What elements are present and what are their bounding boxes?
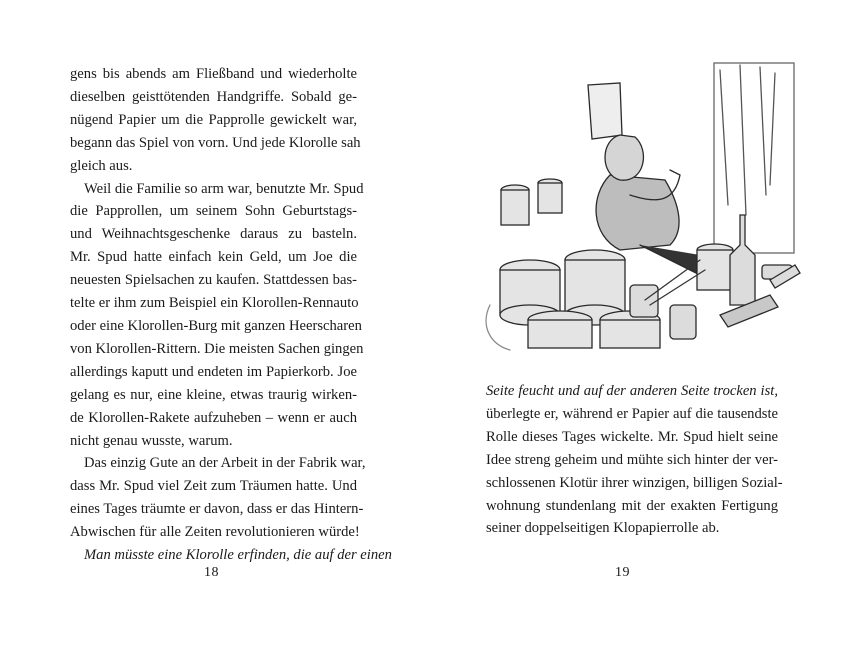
text-line: Weil die Familie so arm war, benutzte Mr. Spud bbox=[84, 180, 364, 197]
text-line: nicht genau wusste, warum. bbox=[70, 432, 233, 449]
text-line: Idee streng geheim und mühte sich hinter der ver- bbox=[486, 451, 778, 468]
text-line: schlossenen Klotür ihrer winzigen, billigen Sozial- bbox=[486, 474, 783, 491]
page-number: 18 bbox=[204, 565, 219, 580]
text-line: begann das Spiel von vorn. Und jede Klorolle sah bbox=[70, 134, 361, 151]
page-number: 19 bbox=[615, 565, 630, 580]
text-line: de Klorollen-Rakete aufzuheben – wenn er auch bbox=[70, 409, 357, 426]
text-line: wohnung stundenlang mit der exakten Fertigung bbox=[486, 497, 778, 514]
text-line: und Weihnachtsgeschenke daraus zu basteln. bbox=[70, 226, 357, 243]
window-frame bbox=[714, 63, 794, 253]
text-line: gleich aus. bbox=[70, 157, 133, 174]
text-line: Das einzig Gute an der Arbeit in der Fabrik war, bbox=[84, 455, 366, 472]
text-line: neuesten Spielsachen zu kaufen. Stattdessen bas- bbox=[70, 272, 357, 289]
right-page-text bbox=[486, 380, 783, 540]
text-line: Rolle dieses Tages wickelte. Mr. Spud hielt seine bbox=[486, 428, 778, 445]
text-line: allerdings kaputt und endeten im Papierkorb. Joe bbox=[70, 363, 357, 380]
illustration bbox=[470, 55, 810, 355]
text-line: dieselben geisttötenden Handgriffe. Sobald ge- bbox=[70, 88, 357, 105]
text-line: überlegte er, während er Papier auf die tausendste bbox=[486, 405, 778, 422]
text-line: gens bis abends am Fließband und wiederholte bbox=[70, 66, 357, 82]
right-page bbox=[422, 0, 844, 648]
text-line: seiner doppelseitigen Klopapierrolle ab. bbox=[486, 520, 720, 537]
figure-head bbox=[605, 135, 643, 180]
text-line: Abwischen für alle Zeiten revolutionieren würde! bbox=[70, 524, 360, 541]
text-line: von Klorollen-Rittern. Die meisten Sachen gingen bbox=[70, 340, 364, 357]
text-line: oder eine Klorollen-Burg mit ganzen Heerscharen bbox=[70, 317, 362, 334]
text-line: gelang es nur, eine kleine, etwas traurig wirken- bbox=[70, 386, 357, 403]
curtain bbox=[720, 65, 775, 215]
wall-paper bbox=[588, 83, 622, 139]
text-line: nügend Papier um die Papprolle gewickelt war, bbox=[70, 111, 357, 128]
text-line: die Papprollen, um seinem Sohn Geburtstags- bbox=[70, 203, 357, 220]
text-line: telte er ihm zum Beispiel ein Klorollen-Rennauto bbox=[70, 295, 359, 312]
left-page-text bbox=[70, 63, 392, 567]
text-line: Man müsste eine Klorolle erfinden, die auf der einen bbox=[84, 547, 392, 564]
text-line: Seite feucht und auf der anderen Seite trocken ist, bbox=[486, 383, 778, 399]
text-line: eines Tages träumte er davon, dass er das Hintern- bbox=[70, 501, 364, 518]
figure-body bbox=[596, 175, 679, 250]
text-line: Mr. Spud hatte einfach kein Geld, um Joe die bbox=[70, 249, 357, 266]
text-line: dass Mr. Spud viel Zeit zum Träumen hatte. Und bbox=[70, 478, 357, 495]
